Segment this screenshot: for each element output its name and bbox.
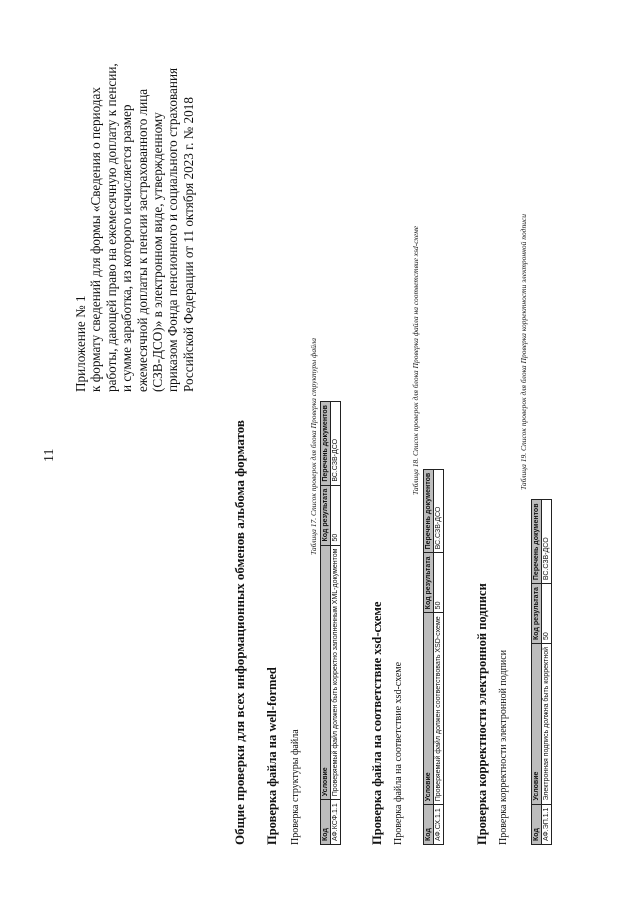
col-header-result-code: Код результата — [532, 584, 542, 644]
appendix-header — [73, 63, 196, 392]
appendix-line: приказом Фонда пенсионного и социального страхования — [165, 67, 181, 392]
table-header-row — [321, 402, 331, 845]
cell-condition: Электронная подпись должна быть корректной — [542, 644, 552, 805]
table-header-row — [532, 500, 542, 845]
col-header-result-code: Код результата — [424, 553, 434, 613]
cell-condition: Проверяемый файл должен соответствовать XSD-схеме — [434, 613, 444, 805]
table-row — [331, 402, 341, 845]
table-caption: Таблица 17. Список проверок для блока Проверка структуры файла — [309, 338, 318, 555]
col-header-documents: Перечень документов — [532, 500, 542, 584]
table-19 — [531, 500, 552, 846]
col-header-code: Код — [424, 805, 434, 845]
table-header-row — [424, 469, 434, 844]
cell-code: АФ.ЭП.1.1 — [542, 804, 552, 844]
appendix-line: и сумме заработка, из которого исчисляется размер — [119, 104, 135, 392]
table-17 — [320, 401, 341, 845]
cell-result-code: 50 — [434, 553, 444, 613]
cell-documents: ВС.СЗВ-ДСО — [542, 500, 552, 584]
col-header-condition: Условие — [532, 644, 542, 805]
table-19-wrapper — [531, 500, 552, 846]
col-header-condition: Условие — [321, 545, 331, 800]
block-subheading: Проверка файла на соответствие xsd-схеме — [393, 661, 404, 845]
table-caption: Таблица 18. Список проверок для блока Проверка файла на соответствие xsd-схеме — [411, 225, 420, 495]
appendix-line: Российской Федерации от 11 октября 2023 г. № 2018 — [180, 97, 196, 392]
block-heading: Проверка корректности электронной подписи — [475, 583, 489, 845]
cell-code: АФ.КСФ.1.1 — [331, 800, 341, 845]
col-header-result-code: Код результата — [321, 485, 331, 545]
cell-result-code: 50 — [542, 584, 552, 644]
block-subheading: Проверка корректности электронной подписи — [498, 649, 509, 845]
cell-documents: ВС.СЗВ-ДСО — [434, 469, 444, 553]
table-18-wrapper — [423, 469, 444, 845]
cell-result-code: 50 — [331, 485, 341, 545]
col-header-documents: Перечень документов — [321, 402, 331, 486]
col-header-code: Код — [321, 800, 331, 845]
block-heading: Проверка файла на соответствие xsd-схеме — [370, 601, 384, 845]
cell-documents: ВС.СЗВ-ДСО — [331, 402, 341, 486]
cell-code: АФ.СХ.1.1 — [434, 805, 444, 845]
block-heading: Проверка файла на well-formed — [265, 667, 279, 845]
appendix-line: работы, дающей право на ежемесячную доплату к пенсии, — [103, 63, 119, 392]
table-row — [542, 500, 552, 845]
col-header-code: Код — [532, 804, 542, 844]
table-18 — [423, 469, 444, 845]
appendix-line: ежемесячной доплаты к пенсии застрахованного лица — [134, 88, 150, 392]
page-number: 11 — [42, 448, 57, 462]
appendix-line: к формату сведений для формы «Сведения о периодах — [88, 87, 104, 392]
cell-condition: Проверяемый файл должен быть корректно заполненным XML-документом — [331, 545, 341, 800]
appendix-line: (СЗВ-ДСО)» в электронном виде, утвержденному — [150, 112, 166, 392]
col-header-documents: Перечень документов — [424, 469, 434, 553]
table-caption: Таблица 19. Список проверок для блока Проверка корректности электронной подписи — [519, 213, 528, 490]
table-row — [434, 469, 444, 844]
block-subheading: Проверка структуры файла — [290, 729, 301, 845]
appendix-line: Приложение № 1 — [73, 295, 88, 392]
col-header-condition: Условие — [424, 613, 434, 805]
table-17-wrapper — [320, 401, 341, 845]
section-title: Общие проверки для всех информационных обменов альбома форматов — [232, 420, 247, 845]
